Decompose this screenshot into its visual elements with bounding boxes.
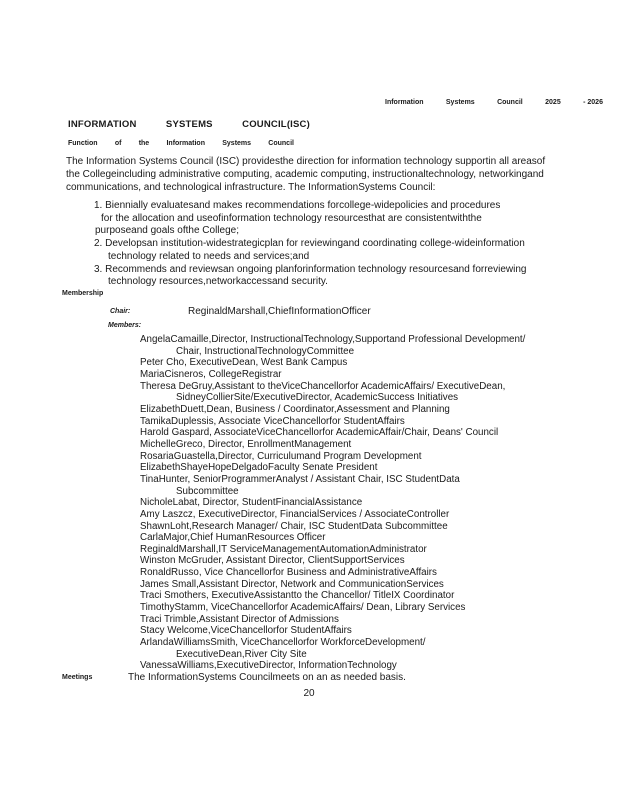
member-line: Subcommittee [176, 485, 239, 497]
member-line: Harold Gaspard, AssociateViceChancellorfor AcademicAffair/Chair, Deans' Council [140, 427, 499, 439]
member-line: Traci Trimble,Assistant Director of Admissions [140, 613, 339, 625]
function-list-line: for the allocation and useofinformation technology resourcesthat are consistentwiththe [101, 212, 482, 224]
subtitle-token: Function [68, 140, 98, 147]
members-label: Members: [108, 322, 142, 329]
member-line: Theresa DeGruy,Assistant to theViceChancellorfor AcademicAffairs/ ExecutiveDean, [140, 380, 506, 392]
member-line: ElizabethShayeHopeDelgadoFaculty Senate President [140, 462, 378, 474]
member-line: ArlandaWilliamsSmith, ViceChancellorfor WorkforceDevelopment/ [140, 637, 426, 649]
meetings-text: The InformationSystems Councilmeets on an as needed basis. [128, 672, 406, 683]
function-list-line: 3. Recommends and reviewsan ongoing planforinformation technology resourcesand forreviewing [94, 263, 527, 275]
member-line: Winston McGruder, Assistant Director, ClientSupportServices [140, 555, 405, 567]
membership-section-label: Membership [62, 290, 104, 297]
member-line: James Small,Assistant Director, Network and CommunicationServices [140, 578, 444, 590]
member-line: CarlaMajor,Chief HumanResources Officer [140, 532, 326, 544]
page-number: 20 [303, 688, 315, 699]
member-line: Stacy Welcome,ViceChancellorfor StudentAffairs [140, 625, 352, 637]
header-running-title [385, 99, 603, 106]
member-line: AngelaCamaille,Director, InstructionalTechnology,Supportand Professional Development/ [140, 334, 526, 345]
function-list-line: technology related to needs and services;and [108, 250, 310, 262]
title-token: INFORMATION [68, 119, 137, 130]
member-line: MariaCisneros, CollegeRegistrar [140, 368, 282, 380]
member-line: TinaHunter, SeniorProgrammerAnalyst / Assistant Chair, ISC StudentData [140, 473, 460, 485]
title-token: SYSTEMS [165, 119, 213, 130]
member-line: ElizabethDuett,Dean, Business / Coordinator,Assessment and Planning [140, 403, 450, 415]
header-token: Systems [445, 99, 475, 106]
member-line: TamikaDuplessis, Associate ViceChancellorfor StudentAffairs [140, 415, 405, 427]
subtitle-token: the [138, 140, 150, 147]
subtitle-token: of [114, 140, 122, 147]
chair-label: Chair: [110, 308, 131, 315]
member-line: ReginaldMarshall,IT ServiceManagementAutomationAdministrator [140, 543, 427, 555]
header-token: Council [497, 99, 523, 106]
member-line: Peter Cho, ExecutiveDean, West Bank Campus [140, 357, 348, 369]
chair-value: ReginaldMarshall,ChiefInformationOfficer [188, 306, 371, 317]
member-line: VanessaWilliams,ExecutiveDirector, InformationTechnology [140, 660, 397, 672]
member-line: ShawnLoht,Research Manager/ Chair, ISC StudentData Subcommittee [140, 520, 448, 532]
meetings-section-label: Meetings [62, 674, 93, 681]
function-list [94, 200, 526, 289]
member-line: MichelleGreco, Director, EnrollmentManagement [140, 438, 352, 450]
title-token: COUNCIL(ISC) [242, 119, 310, 130]
section-heading-function [68, 140, 294, 147]
subtitle-token: Information [166, 140, 205, 147]
member-line: Traci Smothers, ExecutiveAssistantto the Chancellor/ TitleIX Coordinator [140, 590, 455, 602]
member-line: SidneyCollierSite/ExecutiveDirector, AcademicSuccess Initiatives [176, 392, 459, 404]
header-token: Information [385, 99, 424, 106]
member-line: RosariaGuastella,Director, Curriculumand Program Development [140, 450, 422, 462]
intro-line: communications, and technological infrastructure. The InformationSystems Council: [66, 182, 436, 193]
intro-line: the Collegeincluding administrative computing, academic computing, instructionaltechnology, networkingand [66, 169, 544, 180]
header-token: 2025 [545, 99, 561, 106]
intro-paragraph [66, 155, 545, 194]
member-line: Chair, InstructionalTechnologyCommittee [176, 345, 355, 357]
subtitle-token: Council [268, 140, 294, 147]
member-line: TimothyStamm, ViceChancellorfor AcademicAffairs/ Dean, Library Services [140, 602, 466, 614]
function-list-line: 2. Developsan institution-widestrategicplan for reviewingand coordinating college-wideinformation [94, 238, 525, 250]
function-list-line: purposeand goals ofthe College; [95, 225, 239, 237]
page-title [68, 119, 310, 130]
function-list-line: technology resources,networkaccessand security. [108, 276, 328, 288]
member-line: NicholeLabat, Director, StudentFinancialAssistance [140, 497, 363, 509]
intro-line: The Information Systems Council (ISC) providesthe direction for information technology supportin all areasof [66, 156, 546, 167]
member-line: ExecutiveDean,River City Site [176, 648, 307, 660]
subtitle-token: Systems [222, 140, 252, 147]
member-line: RonaldRusso, Vice Chancellorfor Business and AdministrativeAffairs [140, 567, 437, 579]
member-line: Amy Laszcz, ExecutiveDirector, FinancialServices / AssociateController [140, 508, 450, 520]
function-list-line: 1. Biennially evaluatesand makes recommendations forcollege-widepolicies and procedures [94, 200, 501, 211]
members-list [140, 334, 525, 672]
header-token: - 2026 [583, 99, 603, 106]
